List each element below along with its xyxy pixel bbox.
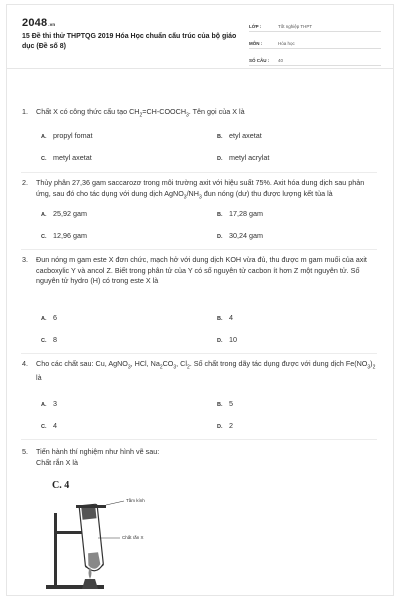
option-1c[interactable] bbox=[41, 153, 92, 162]
option-text: 17,28 gam bbox=[229, 209, 263, 218]
meta-label: MÔN : bbox=[249, 41, 263, 46]
option-text: 10 bbox=[229, 335, 237, 344]
text-part: /NH bbox=[186, 188, 199, 198]
option-label: A. bbox=[41, 212, 47, 218]
option-3b[interactable] bbox=[217, 313, 233, 322]
subscript: 3 bbox=[173, 364, 177, 371]
text-part: , HCl, Na bbox=[130, 359, 160, 368]
meta-row-subject bbox=[249, 34, 381, 49]
exam-page bbox=[6, 4, 394, 596]
option-4c[interactable] bbox=[41, 421, 57, 430]
option-text: 12,96 gam bbox=[53, 231, 87, 240]
subscript: 3 bbox=[186, 112, 189, 119]
option-label: B. bbox=[217, 316, 223, 322]
figure-label: C. 4 bbox=[52, 480, 70, 491]
option-label: B. bbox=[217, 212, 223, 218]
question-3 bbox=[22, 255, 377, 287]
annotation-glass: Tầm kính bbox=[126, 498, 145, 503]
annotation-leader bbox=[106, 501, 124, 505]
option-text: 2 bbox=[229, 421, 233, 430]
text-part: . Tên gọi của X là bbox=[188, 107, 245, 116]
text-part: , Cl bbox=[176, 359, 187, 368]
option-2b[interactable] bbox=[217, 209, 263, 218]
option-2a[interactable] bbox=[41, 209, 87, 218]
text-part: =CH-COOCH bbox=[142, 107, 187, 116]
option-text: 4 bbox=[229, 313, 233, 322]
option-text: 8 bbox=[53, 335, 57, 344]
option-label: D. bbox=[217, 156, 223, 162]
question-1 bbox=[22, 107, 377, 121]
option-text: 4 bbox=[53, 421, 57, 430]
question-text bbox=[36, 178, 377, 202]
option-4b[interactable] bbox=[217, 399, 233, 408]
question-number: 5. bbox=[22, 447, 28, 456]
option-text: etyl axetat bbox=[229, 131, 262, 140]
question-2 bbox=[22, 178, 377, 202]
site-logo[interactable] bbox=[22, 17, 55, 29]
option-3d[interactable] bbox=[217, 335, 237, 344]
subscript: 2 bbox=[159, 364, 163, 371]
glass-plate bbox=[76, 505, 106, 508]
option-label: A. bbox=[41, 316, 47, 322]
question-number: 1. bbox=[22, 107, 28, 116]
option-text: 6 bbox=[53, 313, 57, 322]
question-text: Đun nóng m gam este X đơn chức, mạch hở với dung dịch KOH vừa đủ, thu được m gam muối của axit cacboxylic Y và ancol Z. Biết trong phân tử của Y có số nguyên tử cacbon ít hơn Z một nguyên tử. Số nguyên tử hydro (H) có trong este X là bbox=[36, 255, 367, 285]
question-divider bbox=[21, 353, 377, 354]
page-header bbox=[7, 5, 393, 67]
question-number: 3. bbox=[22, 255, 28, 264]
option-1a[interactable] bbox=[41, 131, 93, 140]
subscript: 3 bbox=[127, 364, 131, 371]
option-1b[interactable] bbox=[217, 131, 262, 140]
subscript: 2 bbox=[372, 364, 376, 371]
option-label: C. bbox=[41, 234, 47, 240]
question-divider bbox=[21, 249, 377, 250]
text-part: Chất X có công thức cấu tạo CH bbox=[36, 107, 140, 116]
text-part: CO bbox=[162, 359, 174, 368]
annotation-solid: Chất rắn X bbox=[122, 535, 144, 540]
option-4d[interactable] bbox=[217, 421, 233, 430]
meta-label: LỚP : bbox=[249, 24, 262, 29]
option-label: A. bbox=[41, 134, 47, 140]
option-text: metyl axetat bbox=[53, 153, 92, 162]
question-number: 2. bbox=[22, 178, 28, 187]
subscript: 2 bbox=[139, 112, 143, 119]
option-2c[interactable] bbox=[41, 231, 87, 240]
alcohol-burner bbox=[82, 579, 98, 589]
option-3a[interactable] bbox=[41, 313, 57, 322]
option-label: C. bbox=[41, 156, 47, 162]
lab-apparatus-figure bbox=[42, 493, 162, 596]
subscript: 3 bbox=[198, 193, 202, 200]
option-text: 25,92 gam bbox=[53, 209, 87, 218]
option-label: D. bbox=[217, 338, 223, 344]
meta-label: SỐ CÂU : bbox=[249, 58, 270, 63]
meta-row-class bbox=[249, 17, 381, 32]
question-divider bbox=[21, 439, 377, 440]
question-4 bbox=[22, 359, 377, 383]
option-4a[interactable] bbox=[41, 399, 57, 408]
subscript: 3 bbox=[367, 364, 371, 371]
logo-text: 2048 bbox=[22, 17, 48, 29]
option-label: D. bbox=[217, 234, 223, 240]
text-part: . Số chất trong dãy tác dụng được với dung dịch Fe(NO bbox=[189, 359, 368, 368]
header-divider bbox=[7, 68, 393, 69]
subscript: 3 bbox=[183, 193, 187, 200]
subscript: 2 bbox=[186, 364, 190, 371]
logo-suffix: .vn bbox=[48, 22, 56, 27]
option-text: metyl acrylat bbox=[229, 153, 270, 162]
question-text bbox=[36, 447, 377, 468]
meta-value: Hóa học bbox=[278, 41, 295, 46]
exam-meta bbox=[249, 17, 381, 68]
question-text bbox=[36, 359, 377, 383]
text-part: đun nóng (dư) thu được lượng kết tủa là bbox=[201, 188, 333, 198]
option-label: B. bbox=[217, 402, 223, 408]
option-label: C. bbox=[41, 338, 47, 344]
question-line: Tiến hành thí nghiệm như hình vẽ sau: bbox=[36, 447, 160, 456]
option-label: C. bbox=[41, 424, 47, 430]
option-text: 30,24 gam bbox=[229, 231, 263, 240]
text-part: là bbox=[36, 372, 42, 382]
option-text: 3 bbox=[53, 399, 57, 408]
meta-value: Tốt nghiệp THPT bbox=[278, 24, 313, 29]
stand-rod bbox=[54, 513, 57, 585]
option-2d[interactable] bbox=[217, 231, 263, 240]
option-label: D. bbox=[217, 424, 223, 430]
question-line: Chất rắn X là bbox=[36, 457, 78, 467]
option-text: 5 bbox=[229, 399, 233, 408]
option-label: B. bbox=[217, 134, 223, 140]
option-text: propyl fomat bbox=[53, 131, 93, 140]
question-text bbox=[36, 107, 377, 121]
question-number: 4. bbox=[22, 359, 28, 368]
option-label: A. bbox=[41, 402, 47, 408]
text-part: ) bbox=[370, 359, 373, 368]
meta-row-count bbox=[249, 51, 381, 66]
meta-value: 40 bbox=[278, 58, 284, 63]
exam-title: 15 Đề thi thử THPTQG 2019 Hóa Học chuẩn cấu trúc của bộ giáo dục (Đề số 8) bbox=[22, 33, 237, 50]
option-1d[interactable] bbox=[217, 153, 269, 162]
text-part: Thủy phân 27,36 gam saccarozơ trong môi trường axit với hiệu suất 75%. Axit hóa dung dịch sau phản ứng, sau đó cho tác dụng với dung dịch AgNO bbox=[36, 178, 365, 198]
question-divider bbox=[21, 172, 377, 173]
question-5 bbox=[22, 447, 377, 468]
option-3c[interactable] bbox=[41, 335, 57, 344]
text-part: Cho các chất sau: Cu, AgNO bbox=[36, 359, 128, 368]
